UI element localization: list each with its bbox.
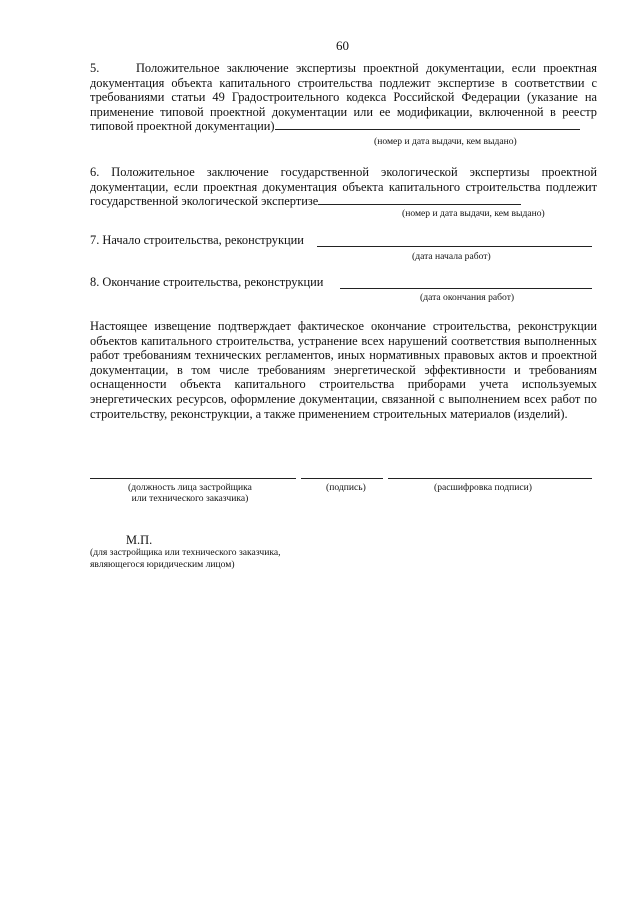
item-8-field-line[interactable] [340, 288, 592, 289]
signature-field-line[interactable] [301, 478, 383, 479]
decoding-caption: (расшифровка подписи) [434, 482, 532, 493]
decoding-field-line[interactable] [388, 478, 592, 479]
item-7-caption: (дата начала работ) [412, 251, 491, 262]
item-5-caption: (номер и дата выдачи, кем выдано) [374, 136, 517, 147]
page-number: 60 [336, 38, 349, 53]
position-caption-line-2: или технического заказчика) [131, 493, 249, 504]
signature-caption: (подпись) [326, 482, 366, 493]
stamp-label: М.П. [126, 533, 153, 547]
stamp-note-line-2: являющегося юридическим лицом) [90, 559, 235, 570]
item-6-caption: (номер и дата выдачи, кем выдано) [402, 208, 545, 219]
item-8-caption: (дата окончания работ) [420, 292, 515, 303]
item-7-field-line[interactable] [317, 246, 592, 247]
item-5-text [90, 61, 597, 134]
stamp-note-line-1: (для застройщика или технического заказчика, [90, 547, 281, 558]
confirmation-text: Настоящее извещение подтверждает фактическое окончание строительства, реконструкции объектов капитального строительства, устранение всех нарушений соответствия выполненных работ требованиям технических регламентов, иных нормативных правовых актов и проектной документации, в том числе требованиям энергетической эффективности и требованиям оснащенности объекта капитального строительства приборами учета используемых энергетических ресурсов, оформление документации, связанной с выполнением всех работ по строительству, реконструкции, а также применением строительных материалов (изделий). [90, 319, 597, 421]
position-field-line[interactable] [90, 478, 296, 479]
item-5-label: 5. Положительное заключение экспертизы проектной документации, если проектная документация объекта капитального строительства подлежит экспертизе в соответствии с требованиями статьи 49 Градостроительного кодекса Российской Федерации (указание на применение типовой проектной документации или ее модификации, включенной в реестр типовой проектной документации) [90, 61, 597, 134]
item-6-label: 6. Положительное заключение государственной экологической экспертизы проектной документации, если проектная документация объекта капитального строительства подлежит государственной экологической экспертизе [90, 165, 597, 209]
item-5-field-line[interactable] [275, 119, 580, 130]
position-caption [100, 482, 280, 504]
item-7-label: 7. Начало строительства, реконструкции [90, 233, 304, 247]
stamp-note [90, 547, 281, 571]
item-8-label: 8. Окончание строительства, реконструкции [90, 275, 324, 289]
item-6-field-line[interactable] [318, 194, 521, 205]
item-6-text [90, 165, 597, 209]
position-caption-line-1: (должность лица застройщика [128, 482, 252, 493]
